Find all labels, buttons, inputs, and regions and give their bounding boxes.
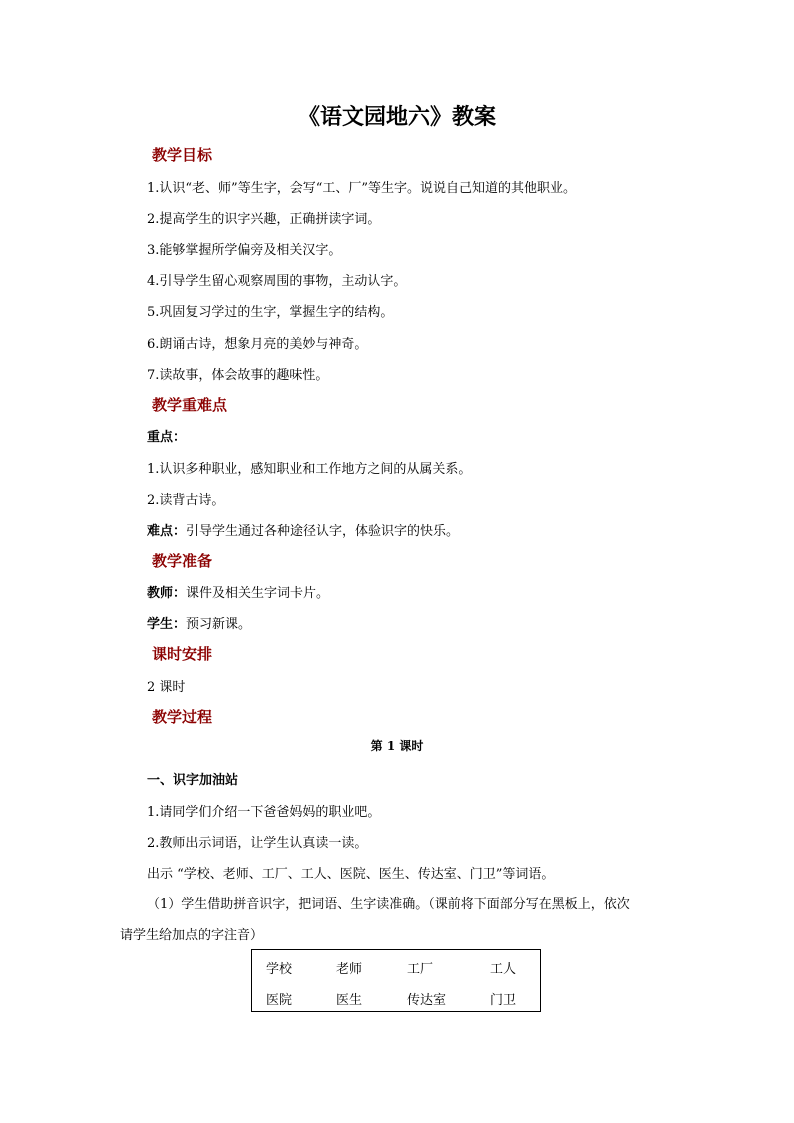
objective-item: 7.读故事，体会故事的趣味性。 [147,368,329,383]
word-cell: 门卫 [490,993,517,1008]
objective-item: 1.认识“老、师”等生字，会写“工、厂”等生字。说说自己知道的其他职业。 [147,181,576,196]
teacher-text: 课件及相关生字词卡片。 [186,586,330,601]
process-step: 出示 “学校、老师、工厂、工人、医院、医生、传达室、门卫”等词语。 [147,867,555,882]
objectives-heading: 教学目标 [152,146,213,164]
word-cell: 工人 [490,962,517,977]
word-cell: 医生 [336,993,363,1008]
process-step: 2.教师出示词语，让学生认真读一读。 [147,836,368,851]
difficult-text: 引导学生通过各种途径认字，体验识字的快乐。 [186,524,460,539]
word-cell: 传达室 [407,993,447,1008]
key-item: 1.认识多种职业，感知职业和工作地方之间的从属关系。 [147,462,472,477]
sub-step-line: 请学生给加点的字注音） [120,928,264,943]
difficult-label: 难点： [147,524,187,539]
difficult-point [147,520,459,539]
teacher-preparation [147,582,329,601]
word-table [251,949,541,1012]
word-cell: 学校 [266,962,293,977]
key-label: 重点： [147,430,187,445]
teacher-label: 教师： [147,586,187,601]
process-step: 1.请同学们介绍一下爸爸妈妈的职业吧。 [147,805,381,820]
lesson-title: 第 1 课时 [370,739,424,753]
sub-step-line: （1）学生借助拼音识字，把词语、生字读准确。（课前将下面部分写在黑板上，依次 [147,897,630,912]
section-title: 一、识字加油站 [147,773,239,788]
student-preparation [147,613,251,632]
objective-item: 4.引导学生留心观察周围的事物，主动认字。 [147,274,407,289]
process-heading: 教学过程 [152,708,213,726]
preparation-heading: 教学准备 [152,552,213,570]
document-title: 《语文园地六》教案 [297,104,496,130]
key-points-heading: 教学重难点 [152,396,228,414]
word-cell: 工厂 [407,962,434,977]
word-cell: 医院 [266,993,293,1008]
objective-item: 5.巩固复习学过的生字，掌握生字的结构。 [147,305,394,320]
word-cell: 老师 [336,962,363,977]
schedule-text: 2 课时 [147,680,186,695]
objective-item: 6.朗诵古诗，想象月亮的美妙与神奇。 [147,337,368,352]
schedule-heading: 课时安排 [152,645,213,663]
objective-item: 2.提高学生的识字兴趣，正确拼读字词。 [147,212,381,227]
student-label: 学生： [147,617,187,632]
key-item: 2.读背古诗。 [147,493,225,508]
student-text: 预习新课。 [186,617,252,632]
objective-item: 3.能够掌握所学偏旁及相关汉字。 [147,243,342,258]
